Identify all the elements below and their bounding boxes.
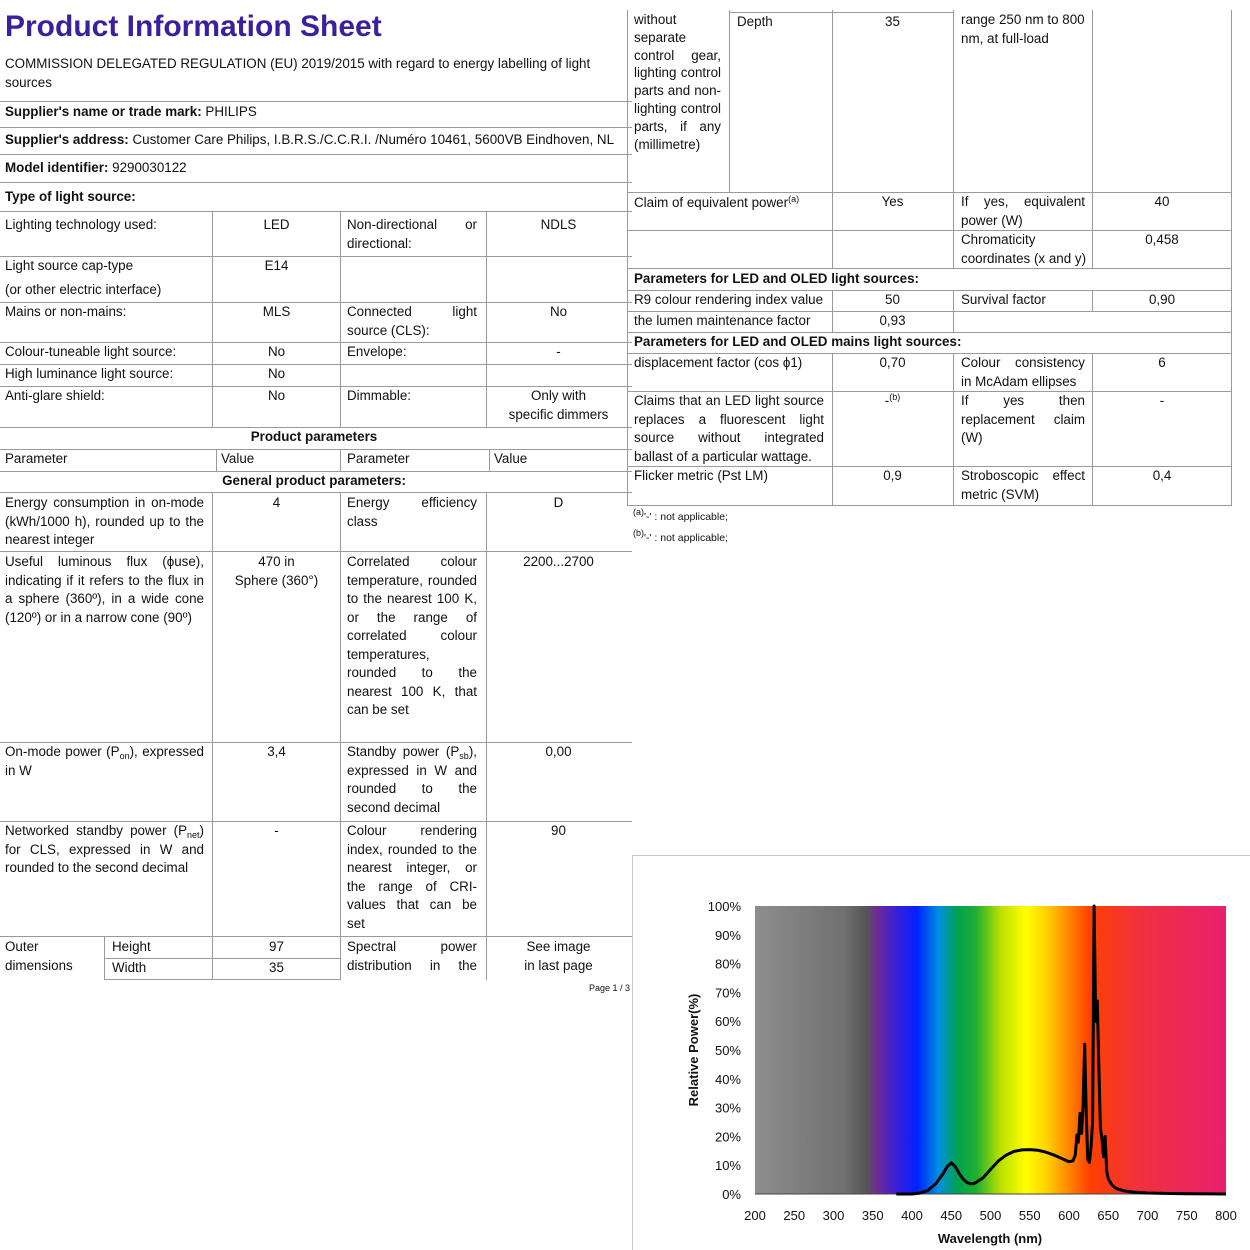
x-tick-label: 500 bbox=[979, 1208, 1002, 1223]
equiv-power-label: If yes, equivalent power (W) bbox=[961, 194, 1085, 228]
left-page bbox=[0, 0, 632, 1000]
directional-label: Non-directional or directional: bbox=[347, 217, 477, 251]
y-tick-label: 20% bbox=[714, 1129, 741, 1145]
x-tick-label: 350 bbox=[861, 1208, 884, 1223]
mains-label: Mains or non-mains: bbox=[5, 304, 127, 319]
page-title: Product Information Sheet bbox=[5, 10, 382, 43]
range-text: range 250 nm to 800 nm, at full-load bbox=[961, 12, 1085, 46]
cct-value: 2200...2700 bbox=[523, 554, 594, 569]
x-tick-label: 800 bbox=[1215, 1208, 1237, 1223]
model-row bbox=[5, 159, 187, 178]
x-tick-label: 200 bbox=[744, 1208, 766, 1223]
outer-dim-label-2: dimensions bbox=[5, 958, 73, 973]
cls-value: No bbox=[549, 304, 568, 319]
energy-class-value: D bbox=[553, 495, 564, 510]
cap-type-label-1: Light source cap-type bbox=[5, 258, 134, 273]
on-power-value: 3,4 bbox=[267, 744, 286, 759]
spectral-chart-svg bbox=[633, 856, 1250, 1250]
height-label: Height bbox=[112, 939, 151, 954]
consistency-label: Colour consistency in McAdam ellipses bbox=[961, 355, 1085, 389]
y-tick-label: 80% bbox=[714, 956, 741, 972]
depth-value: 35 bbox=[885, 14, 900, 29]
supplier-address-value: Customer Care Philips, I.B.R.S./C.C.R.I. /Numéro 10461, 5600VB Eindhoven, NL bbox=[132, 132, 615, 147]
tuneable-value: No bbox=[267, 344, 286, 359]
model-label: Model identifier: bbox=[5, 160, 109, 175]
cap-type-value: E14 bbox=[264, 258, 289, 273]
cap-type-label-2: (or other electric interface) bbox=[5, 282, 162, 297]
directional-value: NDLS bbox=[540, 217, 577, 232]
energy-cons-value: 4 bbox=[272, 495, 281, 510]
fluor-claim-value: -$^{(b)}$ bbox=[884, 392, 901, 408]
dims-label: without separate control gear, lighting control parts and non-lighting control parts, if any (millimetre) bbox=[634, 12, 721, 152]
y-axis-ticks bbox=[708, 899, 742, 1202]
flicker-label: Flicker metric (Pst LM) bbox=[634, 468, 768, 483]
chromaticity-value: 0,458 bbox=[1145, 232, 1179, 247]
antiglare-value: No bbox=[267, 388, 286, 403]
envelope-label: Envelope: bbox=[347, 344, 407, 359]
displacement-label: displacement factor (cos ϕ1) bbox=[634, 355, 803, 370]
standby-value: 0,00 bbox=[545, 744, 572, 759]
x-tick-label: 300 bbox=[822, 1208, 845, 1223]
y-tick-label: 40% bbox=[714, 1071, 741, 1087]
chromaticity-label: Chromaticity coordinates (x and y) bbox=[961, 232, 1087, 266]
y-tick-label: 0% bbox=[722, 1187, 741, 1202]
cri-label: Colour rendering index, rounded to the nearest integer, or the range of CRI-values that can be set bbox=[347, 823, 477, 931]
energy-class-label: Energy efficiency class bbox=[347, 495, 477, 529]
displacement-value: 0,70 bbox=[879, 355, 906, 370]
y-tick-label: 60% bbox=[714, 1014, 741, 1030]
plot-background bbox=[755, 906, 1226, 1194]
cri-value: 90 bbox=[551, 823, 566, 838]
y-tick-label: 10% bbox=[714, 1158, 741, 1174]
equiv-claim-label: Claim of equivalent power$^{(a)}$ bbox=[634, 194, 800, 210]
replacement-label: If yes then replacement claim (W) bbox=[961, 393, 1085, 445]
strobo-label: Stroboscopic effect metric (SVM) bbox=[961, 468, 1085, 502]
antiglare-label: Anti-glare shield: bbox=[5, 388, 105, 403]
product-params-heading: Product parameters bbox=[250, 429, 378, 444]
spd-label-1: Spectral power bbox=[347, 939, 477, 954]
net-standby-value: - bbox=[274, 823, 279, 838]
cct-label: Correlated colour temperature, rounded to the nearest 100 K, or the range of correlated colour temperatures, rounded to the nearest 100 K, that can be set bbox=[347, 554, 477, 717]
col-parameter-1: Parameter bbox=[5, 451, 68, 466]
dimmable-value-2: specific dimmers bbox=[508, 407, 609, 422]
x-tick-label: 650 bbox=[1097, 1208, 1120, 1223]
x-axis-title: Wavelength (nm) bbox=[937, 1231, 1043, 1246]
flux-label: Useful luminous flux (ϕuse), indicating if it refers to the flux in a sphere (360º), in a wide cone (120º) or in a narrow cone (90º) bbox=[5, 554, 204, 625]
lumen-maint-value: 0,93 bbox=[879, 313, 906, 328]
cls-label: Connected light source (CLS): bbox=[347, 304, 477, 338]
col-parameter-2: Parameter bbox=[347, 451, 410, 466]
x-tick-label: 700 bbox=[1136, 1208, 1159, 1223]
col-value-2: Value bbox=[494, 451, 528, 466]
dimmable-value-1: Only with bbox=[530, 388, 587, 403]
y-tick-label: 90% bbox=[714, 927, 741, 943]
mains-value: MLS bbox=[262, 304, 291, 319]
depth-label: Depth bbox=[737, 14, 773, 29]
spd-label-2: distribution in the bbox=[347, 958, 477, 973]
flux-value-2: Sphere (360°) bbox=[234, 573, 319, 588]
energy-cons-label: Energy consumption in on-mode (kWh/1000 h), rounded up to the nearest integer bbox=[5, 495, 204, 547]
consistency-value: 6 bbox=[1158, 355, 1166, 370]
replacement-value: - bbox=[1159, 393, 1165, 408]
x-tick-label: 250 bbox=[783, 1208, 806, 1223]
lighting-tech-label: Lighting technology used: bbox=[5, 217, 157, 232]
regulation-text: COMMISSION DELEGATED REGULATION (EU) 2019/2015 with regard to energy labelling of light sources bbox=[5, 56, 591, 90]
x-tick-label: 550 bbox=[1018, 1208, 1041, 1223]
y-tick-label: 50% bbox=[714, 1043, 741, 1058]
footnote-a: $^{(a)}$'-' : not applicable; bbox=[633, 507, 728, 523]
type-heading: Type of light source: bbox=[5, 189, 136, 204]
survival-label: Survival factor bbox=[961, 292, 1046, 307]
page-number: Page 1 / 3 bbox=[589, 983, 631, 993]
y-axis-title: Relative Power(%) bbox=[686, 993, 701, 1107]
right-page bbox=[627, 0, 1232, 505]
y-tick-label: 100% bbox=[707, 899, 741, 914]
high-lum-value: No bbox=[267, 366, 286, 381]
y-tick-label: 70% bbox=[714, 985, 741, 1001]
flux-value-1: 470 in bbox=[258, 554, 295, 569]
supplier-name-row bbox=[5, 103, 630, 122]
x-tick-label: 600 bbox=[1058, 1208, 1080, 1223]
equiv-claim-value: Yes bbox=[881, 194, 904, 209]
r9-value: 50 bbox=[885, 292, 900, 307]
width-label: Width bbox=[112, 960, 147, 975]
strobo-value: 0,4 bbox=[1152, 468, 1172, 483]
net-standby-label: Networked standby power $(P_{net})$ for CLS, expressed in W and rounded to the second decimal bbox=[5, 823, 204, 875]
dimmable-label: Dimmable: bbox=[347, 388, 411, 403]
x-tick-label: 400 bbox=[901, 1208, 923, 1223]
spectral-chart bbox=[632, 855, 1250, 1250]
x-axis-ticks bbox=[744, 1208, 1237, 1223]
survival-value: 0,90 bbox=[1148, 292, 1176, 307]
supplier-name-value: PHILIPS bbox=[205, 104, 257, 119]
equiv-power-value: 40 bbox=[1154, 194, 1170, 209]
envelope-value: - bbox=[556, 344, 561, 359]
lighting-tech-value: LED bbox=[263, 217, 290, 232]
fluor-claim-label: Claims that an LED light source replaces a fluorescent light source without integrated ballast of a particular wattage. bbox=[634, 393, 824, 464]
flicker-value: 0,9 bbox=[883, 468, 902, 483]
lumen-maint-label: the lumen maintenance factor bbox=[634, 313, 811, 328]
footnote-b: $^{(b)}$'-' : not applicable; bbox=[633, 528, 728, 544]
r9-label: R9 colour rendering index value bbox=[634, 292, 824, 307]
outer-dim-label-1: Outer bbox=[5, 939, 39, 954]
led-heading: Parameters for LED and OLED light sources: bbox=[634, 271, 919, 286]
y-tick-label: 30% bbox=[714, 1100, 741, 1116]
width-value: 35 bbox=[269, 960, 284, 975]
supplier-address-label: Supplier's address: bbox=[5, 132, 129, 147]
col-value-1: Value bbox=[221, 451, 255, 466]
on-power-label: On-mode power $(P_{on})$, expressed in W bbox=[5, 744, 204, 778]
supplier-address-row bbox=[5, 131, 635, 150]
general-params-heading: General product parameters: bbox=[222, 473, 406, 488]
standby-label: Standby power $(P_{sb})$, expressed in W and rounded to the second decimal bbox=[347, 744, 477, 815]
x-tick-label: 450 bbox=[940, 1208, 963, 1223]
spd-value-2: in last page bbox=[524, 958, 593, 973]
x-tick-label: 750 bbox=[1175, 1208, 1198, 1223]
tuneable-label: Colour-tuneable light source: bbox=[5, 344, 177, 359]
led-mains-heading: Parameters for LED and OLED mains light sources: bbox=[634, 334, 962, 349]
supplier-name-label: Supplier's name or trade mark: bbox=[5, 104, 202, 119]
model-value: 9290030122 bbox=[112, 160, 187, 175]
spd-value-1: See image bbox=[526, 939, 591, 954]
height-value: 97 bbox=[269, 939, 284, 954]
high-lum-label: High luminance light source: bbox=[5, 366, 174, 381]
